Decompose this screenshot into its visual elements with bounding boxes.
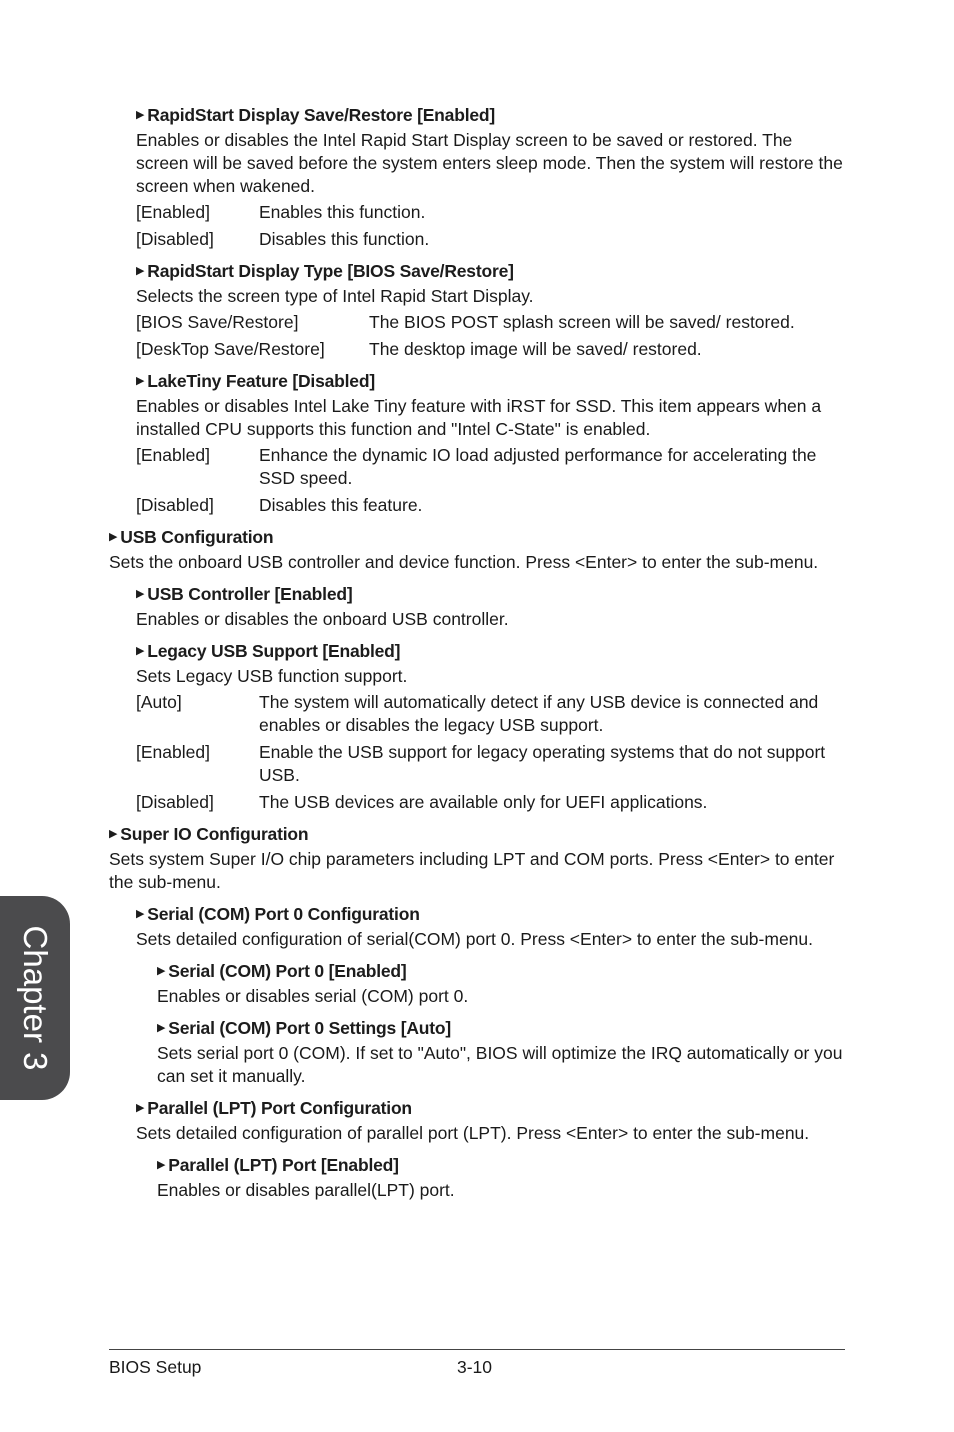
section-heading	[136, 583, 849, 605]
section-heading	[136, 1097, 849, 1119]
section-heading	[136, 260, 849, 282]
heading-text: Super IO Configuration	[120, 824, 309, 844]
heading-text: RapidStart Display Save/Restore [Enabled]	[147, 105, 496, 125]
footer-divider	[109, 1349, 845, 1350]
page-number: 3-10	[457, 1357, 493, 1377]
section-rapidstart-display-type	[136, 260, 849, 361]
option-desc: The desktop image will be saved/ restored.	[369, 339, 702, 359]
section-heading	[136, 370, 849, 392]
triangle-bullet-icon: ▶	[136, 375, 145, 387]
option-desc: Disables this feature.	[259, 495, 423, 515]
section-heading	[109, 526, 849, 548]
section-super-io-configuration	[109, 823, 849, 894]
section-parallel-port	[157, 1154, 849, 1202]
option-row	[136, 201, 849, 224]
section-laketiny-feature	[136, 370, 849, 517]
section-description: Sets system Super I/O chip parameters including LPT and COM ports. Press <Enter> to enter the sub-menu.	[109, 849, 835, 892]
heading-text: LakeTiny Feature [Disabled]	[147, 371, 375, 391]
section-description: Enables or disables the Intel Rapid Start Display screen to be saved or restored. The screen will be saved before the system enters sleep mode. Then the system will restore the screen when wakened.	[136, 130, 843, 196]
heading-text: RapidStart Display Type [BIOS Save/Restore]	[147, 261, 514, 281]
option-row	[136, 444, 849, 490]
option-row	[136, 741, 849, 787]
option-key: [Disabled]	[136, 229, 214, 249]
section-description: Selects the screen type of Intel Rapid Start Display.	[136, 286, 534, 306]
section-legacy-usb-support	[136, 640, 849, 814]
heading-text: Legacy USB Support [Enabled]	[147, 641, 401, 661]
option-desc: The system will automatically detect if any USB device is connected and enables or disables the legacy USB support.	[259, 692, 819, 735]
option-row	[136, 691, 849, 737]
option-row	[136, 338, 849, 361]
section-description: Enables or disables Intel Lake Tiny feature with iRST for SSD. This item appears when a installed CPU supports this function and "Intel C-State" is enabled.	[136, 396, 822, 439]
option-desc: Disables this function.	[259, 229, 430, 249]
section-heading	[136, 104, 849, 126]
triangle-bullet-icon: ▶	[109, 828, 118, 840]
option-row	[136, 311, 849, 334]
section-heading	[157, 960, 849, 982]
section-description: Sets detailed configuration of parallel port (LPT). Press <Enter> to enter the sub-menu.	[136, 1123, 810, 1143]
heading-text: Serial (COM) Port 0 Configuration	[147, 904, 420, 924]
triangle-bullet-icon: ▶	[136, 109, 145, 121]
option-desc: The USB devices are available only for UEFI applications.	[259, 792, 708, 812]
triangle-bullet-icon: ▶	[136, 1102, 145, 1114]
triangle-bullet-icon: ▶	[136, 265, 145, 277]
option-key: [Enabled]	[136, 445, 210, 465]
section-rapidstart-display-save-restore	[136, 104, 849, 251]
triangle-bullet-icon: ▶	[157, 1159, 166, 1171]
heading-text: Serial (COM) Port 0 Settings [Auto]	[168, 1018, 451, 1038]
triangle-bullet-icon: ▶	[136, 645, 145, 657]
option-key: [Auto]	[136, 692, 182, 712]
chapter-tab	[0, 896, 70, 1100]
section-heading	[136, 903, 849, 925]
triangle-bullet-icon: ▶	[157, 965, 166, 977]
footer-title: BIOS Setup	[109, 1357, 202, 1377]
manual-content	[109, 104, 849, 1211]
section-usb-configuration	[109, 526, 849, 574]
option-row	[136, 791, 849, 814]
option-key: [Disabled]	[136, 792, 214, 812]
option-key: [DeskTop Save/Restore]	[136, 339, 325, 359]
heading-text: Serial (COM) Port 0 [Enabled]	[168, 961, 407, 981]
option-row	[136, 494, 849, 517]
heading-text: USB Controller [Enabled]	[147, 584, 353, 604]
section-heading	[136, 640, 849, 662]
option-key: [Enabled]	[136, 742, 210, 762]
triangle-bullet-icon: ▶	[136, 588, 145, 600]
triangle-bullet-icon: ▶	[136, 908, 145, 920]
option-desc: Enables this function.	[259, 202, 426, 222]
section-serial-port-0-settings	[157, 1017, 849, 1088]
triangle-bullet-icon: ▶	[157, 1022, 166, 1034]
option-key: [Disabled]	[136, 495, 214, 515]
option-desc: The BIOS POST splash screen will be saved/ restored.	[369, 312, 795, 332]
section-description: Sets Legacy USB function support.	[136, 666, 408, 686]
chapter-tab-label: Chapter 3	[17, 925, 54, 1071]
section-serial-port-0	[157, 960, 849, 1008]
section-serial-port-0-configuration	[136, 903, 849, 951]
option-desc: Enable the USB support for legacy operating systems that do not support USB.	[259, 742, 826, 785]
section-heading	[109, 823, 849, 845]
heading-text: Parallel (LPT) Port Configuration	[147, 1098, 412, 1118]
section-heading	[157, 1154, 849, 1176]
section-description: Enables or disables parallel(LPT) port.	[157, 1180, 455, 1200]
option-key: [BIOS Save/Restore]	[136, 312, 299, 332]
section-usb-controller	[136, 583, 849, 631]
option-key: [Enabled]	[136, 202, 210, 222]
heading-text: Parallel (LPT) Port [Enabled]	[168, 1155, 399, 1175]
section-description: Sets serial port 0 (COM). If set to "Auto", BIOS will optimize the IRQ automatically or you can set it manually.	[157, 1043, 843, 1086]
option-desc: Enhance the dynamic IO load adjusted performance for accelerating the SSD speed.	[259, 445, 817, 488]
section-description: Enables or disables serial (COM) port 0.	[157, 986, 469, 1006]
heading-text: USB Configuration	[120, 527, 274, 547]
section-description: Sets detailed configuration of serial(COM) port 0. Press <Enter> to enter the sub-menu.	[136, 929, 814, 949]
section-description: Enables or disables the onboard USB controller.	[136, 609, 509, 629]
triangle-bullet-icon: ▶	[109, 531, 118, 543]
option-row	[136, 228, 849, 251]
section-parallel-port-configuration	[136, 1097, 849, 1145]
section-description: Sets the onboard USB controller and device function. Press <Enter> to enter the sub-menu.	[109, 552, 819, 572]
section-heading	[157, 1017, 849, 1039]
